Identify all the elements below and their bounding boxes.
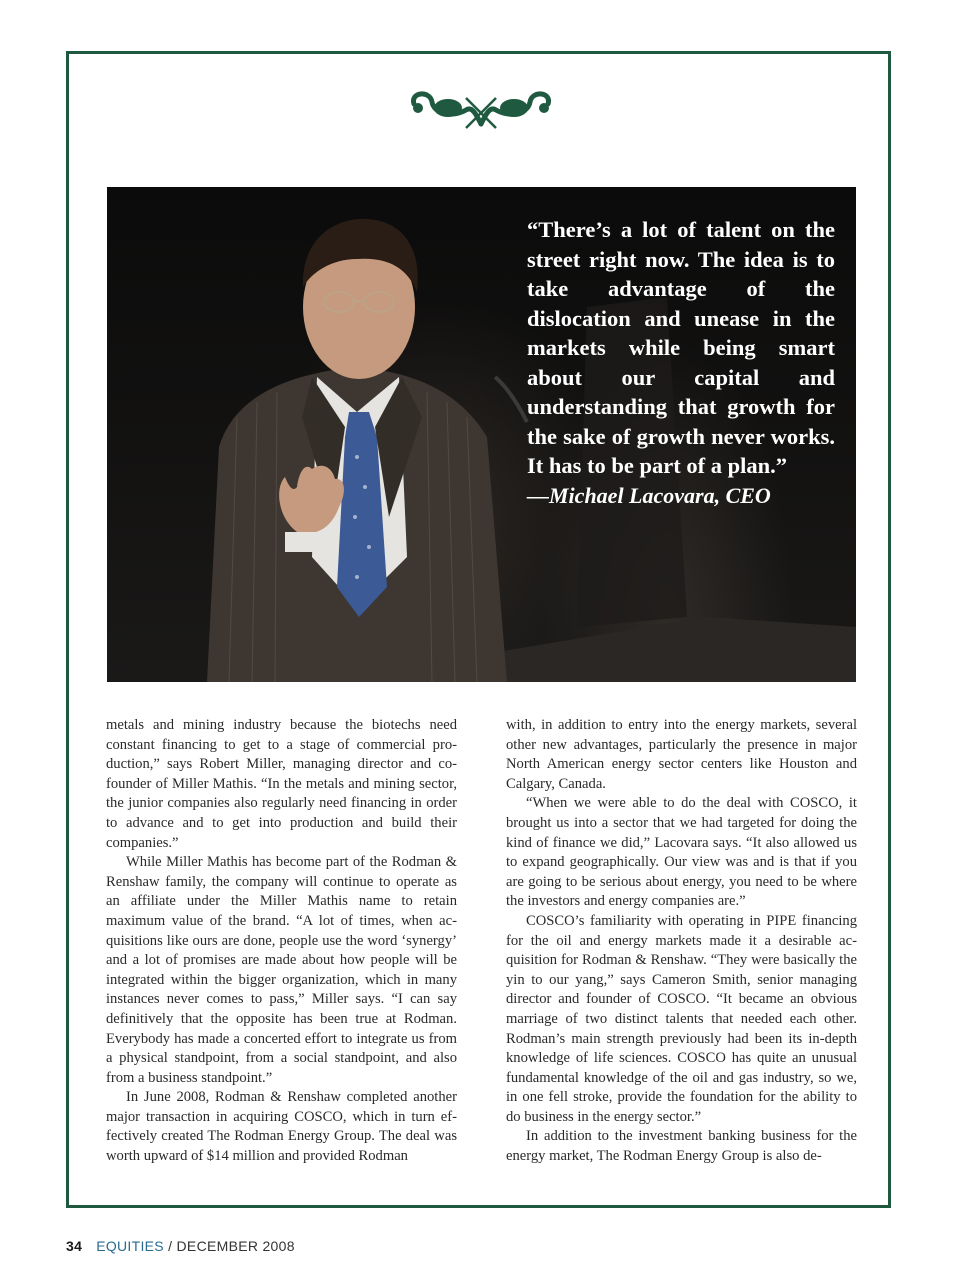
page-number: 34 [66, 1238, 83, 1254]
speaker-at-podium-photo [107, 187, 856, 682]
pull-quote-attribution: —Michael Lacovara, CEO [527, 483, 771, 508]
paragraph: COSCO’s familiarity with operating in PIPE financing for the oil and energy markets made it a desirable acquisition for Rodman & Renshaw. “They were basically the yin to our yang,” says Cameron Smith, senior managing director and founder of COSCO. “It became an obvious marriage of two distinct talents that needed each other. Rodman’s main strength previously had been its in-depth knowledge of life sciences. COSCO has quite an unusual fundamental knowledge of the oil and gas industry, so we, in one fell stroke, provide the foundation for the ability to do business in the energy sector.” [506, 912, 857, 1125]
pull-quote: “There’s a lot of talent on the street right now. The idea is to take advantage of the dislocation and unease in the markets while being smart about our capital and understanding that growth for the sake of growth never works. It has to be part of a plan.” [527, 217, 835, 478]
paragraph: In June 2008, Rodman & Renshaw completed another major transaction in acquiring COSCO, which in turn effectively created The Rodman Energy Group. The deal was worth upward of $14 million and provided Rodman [106, 1089, 457, 1165]
paragraph: “When we were able to do the deal with COSCO, it brought us into a sector that we had targeted for doing the kind of finance we did,” Lacovara says. “It also allowed us to expand geographically. Our view was and is that if you are going to be serious about energy, you need to be where the investors and energy companies are.” [506, 795, 857, 910]
page-footer [66, 1238, 295, 1254]
paragraph: In addition to the investment banking business for the energy market, The Rodman Energy Group is also de- [506, 1128, 857, 1165]
paragraph: metals and mining industry because the biotechs need constant financing to get to a stage of commercial production,” says Robert Miller, managing director and cofounder of Miller Mathis. “In the metals and mining sector, the junior companies also regularly need financing in order to advance and to get into production and build their companies.” [106, 717, 457, 851]
paragraph: While Miller Mathis has become part of the Rodman & Renshaw family, the company will continue to operate as an affiliate under the Miller Mathis name to retain maximum value of the brand. “A lot of times, when acquisitions like ours are done, people use the word ‘synergy’ and a lot of promises are made about how people will be integrated within the bigger organization, which in many instances never comes to pass,” Miller says. “I can say definitively that the opposite has been true at Rodman. Everybody has made a concerted effort to integrate us from a physical standpoint, from a social standpoint, and also from a business standpoint.” [106, 854, 457, 1086]
publication-name: EQUITIES [96, 1238, 164, 1254]
article-column-left [106, 716, 457, 1167]
article-column-right [506, 716, 857, 1167]
flourish-ornament-icon [404, 84, 558, 132]
paragraph: with, in addition to entry into the energy markets, several other new advantages, particularly the presence in major North American energy sector centers like Houston and Calgary, Canada. [506, 717, 857, 792]
issue-date: DECEMBER 2008 [176, 1238, 295, 1254]
footer-separator: / [163, 1238, 177, 1254]
